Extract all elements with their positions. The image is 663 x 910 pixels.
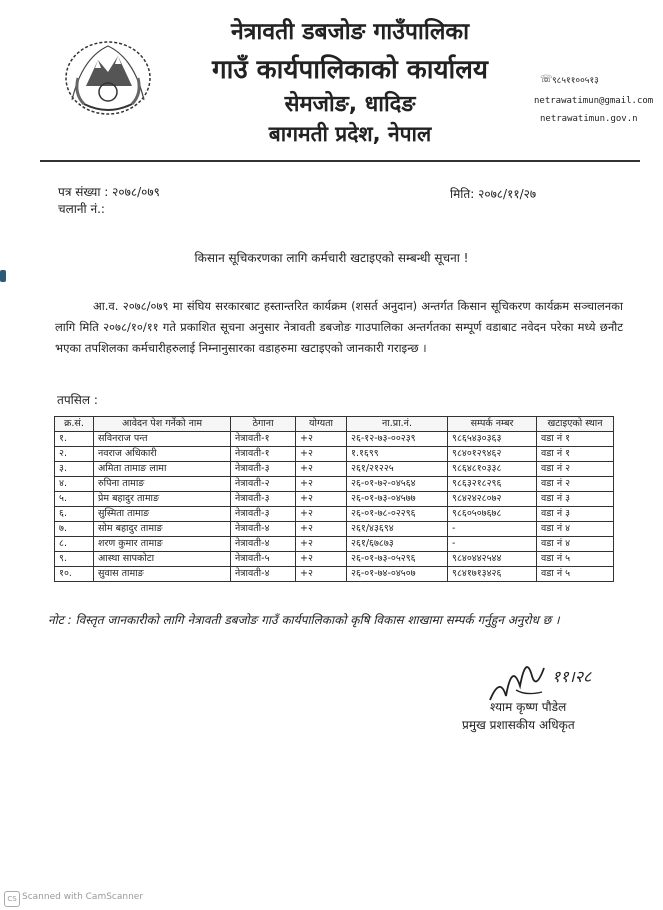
citizenship-cell: २६१/२१२२५ — [347, 462, 448, 477]
website: netrawatimun.gov.n — [540, 114, 638, 124]
scan-mark — [0, 270, 6, 282]
email-address: netrawatimun@gmail.com — [534, 96, 654, 106]
qualification-cell: +२ — [296, 567, 347, 582]
serial-cell: १. — [55, 432, 94, 447]
name-cell: प्रेम बहादुर तामाङ — [94, 492, 231, 507]
serial-cell: २. — [55, 447, 94, 462]
table-row — [55, 492, 614, 507]
table-header-row — [55, 417, 614, 432]
serial-cell: ३. — [55, 462, 94, 477]
signatory-name: श्याम कृष्ण पौडेल — [490, 700, 567, 714]
table-row — [55, 477, 614, 492]
list-label: तपसिल : — [57, 393, 98, 407]
address-cell: नेत्रावती-१ — [231, 432, 296, 447]
office-name: गाउँ कार्यपालिकाको कार्यालय — [212, 55, 488, 85]
name-cell: सुवास तामाङ — [94, 567, 231, 582]
name-cell: सुस्मिता तामाङ — [94, 507, 231, 522]
scanner-watermark: Scanned with CamScanner — [22, 892, 144, 902]
phone-number: ९८५११००५१३ — [552, 76, 599, 86]
assigned-ward-cell: वडा नं ४ — [537, 537, 614, 552]
address-cell: नेत्रावती-३ — [231, 507, 296, 522]
table-row — [55, 432, 614, 447]
qualification-cell: +२ — [296, 522, 347, 537]
name-cell: अमिता तामाङ लामा — [94, 462, 231, 477]
assigned-ward-cell: वडा नं ५ — [537, 552, 614, 567]
name-cell: सोम बहादुर तामाङ — [94, 522, 231, 537]
citizenship-cell: २६-०१-७२-०४५६४ — [347, 477, 448, 492]
name-cell: शरण कुमार तामाङ — [94, 537, 231, 552]
citizenship-cell: २६१/६७८७३ — [347, 537, 448, 552]
table-row — [55, 507, 614, 522]
name-cell: आस्था सापकोटा — [94, 552, 231, 567]
serial-cell: ६. — [55, 507, 94, 522]
assigned-ward-cell: वडा नं १ — [537, 447, 614, 462]
address-cell: नेत्रावती-३ — [231, 492, 296, 507]
citizenship-cell: २६१/४३६९४ — [347, 522, 448, 537]
province-country: बागमती प्रदेश, नेपाल — [268, 122, 432, 146]
address-cell: नेत्रावती-४ — [231, 522, 296, 537]
table-row — [55, 567, 614, 582]
column-header: ना.प्रा.नं. — [347, 417, 448, 432]
municipality-name: नेत्रावती डबजोङ गाउँपालिका — [230, 19, 470, 45]
serial-cell: ४. — [55, 477, 94, 492]
serial-cell: ७. — [55, 522, 94, 537]
table-row — [55, 447, 614, 462]
signature-scribble — [486, 646, 626, 706]
citizenship-cell: २६-१२-७३-००२३९ — [347, 432, 448, 447]
phone-icon: ☏ — [540, 74, 553, 85]
body-text: आ.व. २०७८/०७९ मा संघिय सरकारबाट हस्तान्तरित कार्यक्रम (शसर्त अनुदान) अन्तर्गत किसान सूचिकरण कार्यक्रम सञ्चालनका लागि मिति २०७८/१०/११ गते प्रकाशित सूचना अनुसार नेत्रावती डबजोङ गाउपालिका अन्तर्गतका सम्पूर्ण वडाबाट नवेदन परेका मध्ये छनौट भएका तपशिलका कर्मचारीहरुलाई निम्नानुसारका वडाहरुमा खटाइएको जानकारी गराइन्छ । — [55, 299, 623, 355]
serial-cell: १०. — [55, 567, 94, 582]
qualification-cell: +२ — [296, 507, 347, 522]
assigned-ward-cell: वडा नं २ — [537, 477, 614, 492]
column-header: योग्यता — [296, 417, 347, 432]
contact-cell: ९८६४८१०३३८ — [448, 462, 537, 477]
assigned-ward-cell: वडा नं १ — [537, 432, 614, 447]
body-paragraph — [55, 296, 623, 359]
qualification-cell: +२ — [296, 477, 347, 492]
name-cell: नवराज अधिकारी — [94, 447, 231, 462]
address-cell: नेत्रावती-३ — [231, 462, 296, 477]
contact-cell: ९८६५४३०३६३ — [448, 432, 537, 447]
address-cell: नेत्रावती-२ — [231, 477, 296, 492]
contact-cell: ९८४०४४२५४४ — [448, 552, 537, 567]
table-row — [55, 552, 614, 567]
citizenship-cell: २६-०१-७३-०४५७७ — [347, 492, 448, 507]
serial-cell: ५. — [55, 492, 94, 507]
subject-line: किसान सूचिकरणका लागि कर्मचारी खटाइएको सम्बन्धी सूचना ! — [194, 251, 469, 265]
qualification-cell: +२ — [296, 492, 347, 507]
name-cell: सविनराज पन्त — [94, 432, 231, 447]
assigned-ward-cell: वडा नं ३ — [537, 507, 614, 522]
address-cell: नेत्रावती-४ — [231, 567, 296, 582]
assigned-ward-cell: वडा नं ५ — [537, 567, 614, 582]
table-row — [55, 522, 614, 537]
qualification-cell: +२ — [296, 537, 347, 552]
contact-cell: - — [448, 537, 537, 552]
qualification-cell: +२ — [296, 462, 347, 477]
signatory-title: प्रमुख प्रशासकीय अधिकृत — [462, 718, 575, 732]
contact-cell: ९८६०५०७६७८ — [448, 507, 537, 522]
citizenship-cell: २६-०१-७४-०४५०७ — [347, 567, 448, 582]
table-row — [55, 537, 614, 552]
office-address: सेमजोङ, धादिङ — [284, 92, 416, 117]
letter-date: मिति: २०७८/११/२७ — [450, 187, 537, 201]
serial-cell: ९. — [55, 552, 94, 567]
dispatch-number: चलानी नं.: — [58, 202, 105, 216]
qualification-cell: +२ — [296, 447, 347, 462]
assigned-ward-cell: वडा नं २ — [537, 462, 614, 477]
camscanner-logo-icon: CS — [4, 891, 20, 907]
address-cell: नेत्रावती-४ — [231, 537, 296, 552]
column-header: खटाइएको स्थान — [537, 417, 614, 432]
header-divider — [40, 160, 640, 162]
reference-number: पत्र संख्या : २०७८/०७९ — [58, 185, 160, 199]
contact-cell: ९८४२४२८०७२ — [448, 492, 537, 507]
column-header: सम्पर्क नम्बर — [448, 417, 537, 432]
name-cell: रुपिना तामाङ — [94, 477, 231, 492]
citizenship-cell: २६-०१-७८-०२२९६ — [347, 507, 448, 522]
column-header: ठेगाना — [231, 417, 296, 432]
address-cell: नेत्रावती-१ — [231, 447, 296, 462]
citizenship-cell: १.१६९९ — [347, 447, 448, 462]
citizenship-cell: २६-०१-७३-०५२९६ — [347, 552, 448, 567]
contact-cell: ९८४१७१३४२६ — [448, 567, 537, 582]
column-header: आवेदन पेश गर्नेको नाम — [94, 417, 231, 432]
assigned-ward-cell: वडा नं ४ — [537, 522, 614, 537]
staff-table — [54, 416, 614, 582]
serial-cell: ८. — [55, 537, 94, 552]
contact-cell: ९८४०१२९४६२ — [448, 447, 537, 462]
table-row — [55, 462, 614, 477]
government-emblem-icon — [62, 38, 154, 118]
contact-cell: - — [448, 522, 537, 537]
address-cell: नेत्रावती-५ — [231, 552, 296, 567]
note-text: नोट : विस्तृत जानकारीको लागि नेत्रावती डबजोङ गाउँ कार्यपालिकाको कृषि विकास शाखामा सम्पर्क गर्नुहुन अनुरोध छ । — [48, 613, 560, 627]
signature-date: ११।२८ — [552, 667, 592, 686]
qualification-cell: +२ — [296, 432, 347, 447]
qualification-cell: +२ — [296, 552, 347, 567]
column-header: क्र.सं. — [55, 417, 94, 432]
contact-cell: ९८६३२१८२९६ — [448, 477, 537, 492]
assigned-ward-cell: वडा नं ३ — [537, 492, 614, 507]
